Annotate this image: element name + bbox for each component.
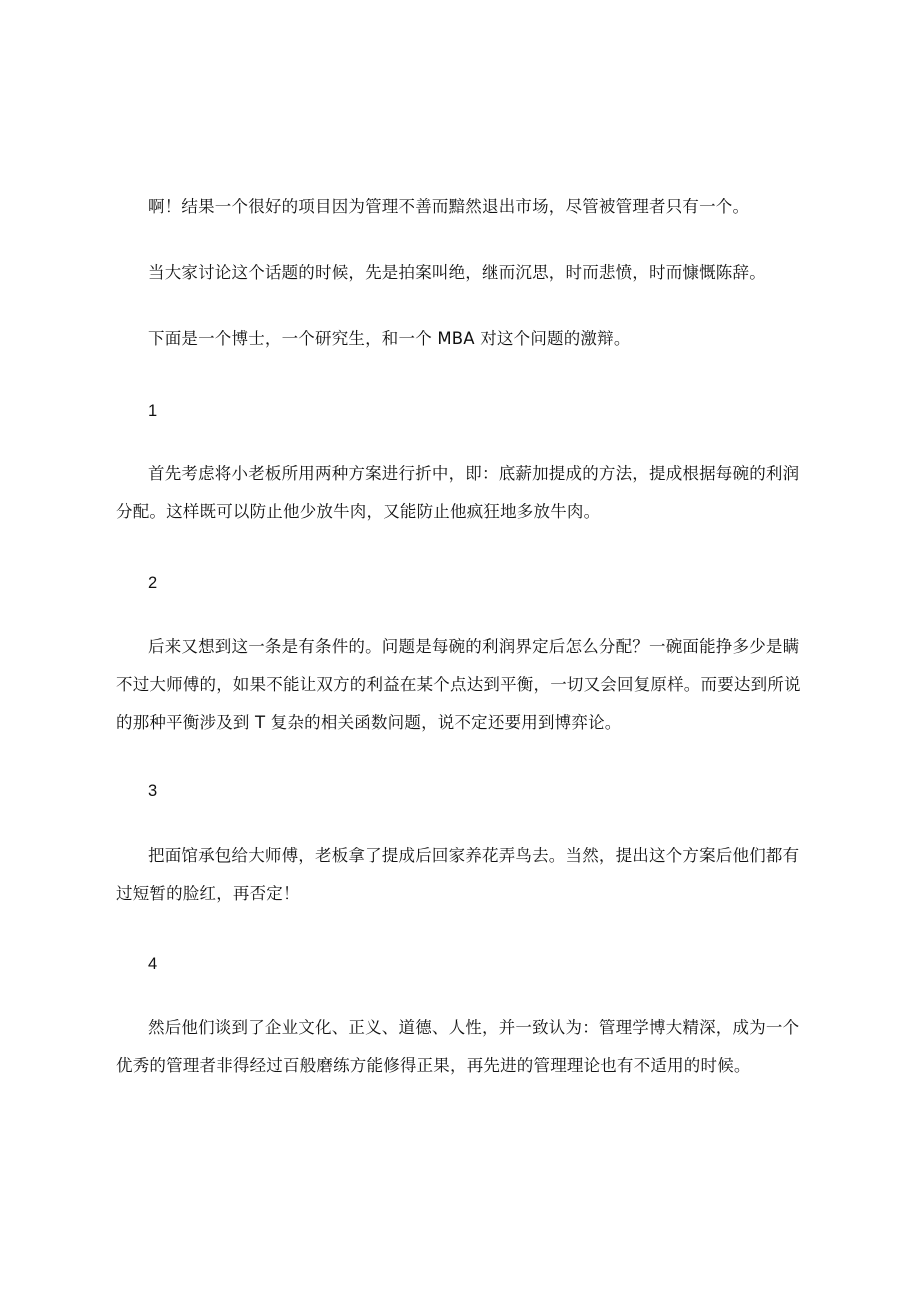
paragraph-5-line-1: 后来又想到这一条是有条件的。问题是每碗的利润界定后怎么分配？一碗面能挣多少是瞒 xyxy=(148,637,800,656)
paragraph-3-line-1: 下面是一个博士，一个研究生，和一个 MBA 对这个问题的激辩。 xyxy=(148,329,631,348)
section-number-3: 3 xyxy=(148,782,158,800)
paragraph-7-line-1: 然后他们谈到了企业文化、正义、道德、人性，并一致认为：管理学博大精深，成为一个 xyxy=(148,1018,800,1037)
paragraph-6-line-2: 过短暂的脸红，再否定！ xyxy=(116,884,300,903)
paragraph-1-line-1: 啊！结果一个很好的项目因为管理不善而黯然退出市场，尽管被管理者只有一个。 xyxy=(148,197,750,216)
section-number-2: 2 xyxy=(148,574,158,592)
paragraph-6-line-1: 把面馆承包给大师傅，老板拿了提成后回家养花弄鸟去。当然，提出这个方案后他们都有 xyxy=(148,846,800,865)
paragraph-5-line-2: 不过大师傅的，如果不能让双方的利益在某个点达到平衡，一切又会回复原样。而要达到所说 xyxy=(116,675,801,694)
paragraph-5-line-3: 的那种平衡涉及到 T 复杂的相关函数问题，说不定还要用到博弈论。 xyxy=(116,713,622,732)
paragraph-4-line-1: 首先考虑将小老板所用两种方案进行折中，即：底薪加提成的方法，提成根据每碗的利润 xyxy=(148,464,800,483)
section-number-4: 4 xyxy=(148,955,158,973)
paragraph-2-line-1: 当大家讨论这个话题的时候，先是拍案叫绝，继而沉思，时而悲愤，时而慷慨陈辞。 xyxy=(148,263,766,282)
paragraph-7-line-2: 优秀的管理者非得经过百般磨练方能修得正果，再先进的管理理论也有不适用的时候。 xyxy=(116,1056,751,1075)
section-number-1: 1 xyxy=(148,402,158,420)
paragraph-4-line-2: 分配。这样既可以防止他少放牛肉，又能防止他疯狂地多放牛肉。 xyxy=(116,502,601,521)
